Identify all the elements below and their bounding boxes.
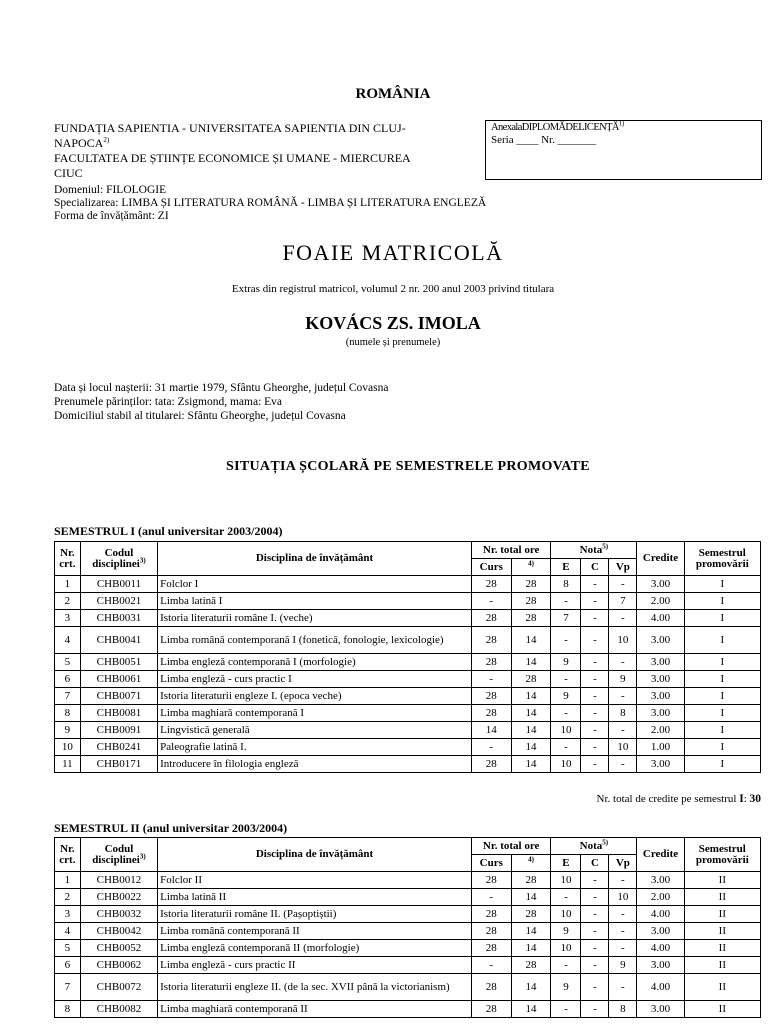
- row-number: 4: [55, 923, 81, 940]
- institution-line: NAPOCA$^{2)}$: [54, 136, 110, 150]
- grade-exam: 10: [551, 872, 581, 889]
- credits: 3.00: [637, 671, 684, 688]
- credits: 2.00: [637, 593, 684, 610]
- parents-line: Prenumele părinților: tata: Zsigmond, mama: Eva: [54, 396, 283, 408]
- grade-verification: 8: [609, 705, 637, 722]
- course-hours: -: [471, 739, 511, 756]
- grade-verification: 7: [609, 593, 637, 610]
- discipline-name: Limba maghiară contemporană I: [158, 705, 472, 722]
- table-row: [55, 739, 761, 756]
- seminar-hours: 14: [511, 705, 551, 722]
- header-semester-promotion: Semestrul promovării: [684, 542, 760, 576]
- discipline-name: Limba engleză - curs practic I: [158, 671, 472, 688]
- grade-verification: -: [609, 610, 637, 627]
- grade-exam: -: [551, 705, 581, 722]
- credits: 4.00: [637, 940, 684, 957]
- discipline-name: Limba maghiară contemporană II: [158, 1001, 472, 1018]
- row-number: 7: [55, 688, 81, 705]
- grade-colloquium: -: [581, 593, 609, 610]
- credits: 4.00: [637, 906, 684, 923]
- promotion-semester: II: [684, 974, 760, 1001]
- discipline-code: CHB0021: [80, 593, 157, 610]
- row-number: 8: [55, 1001, 81, 1018]
- seminar-hours: 28: [511, 576, 551, 593]
- row-number: 11: [55, 756, 81, 773]
- credits: 3.00: [637, 705, 684, 722]
- course-hours: 28: [471, 627, 511, 654]
- header-verification: Vp: [609, 855, 637, 872]
- table-row: [55, 872, 761, 889]
- header-nr-crt: Nr. crt.: [55, 838, 81, 872]
- grade-exam: 9: [551, 688, 581, 705]
- discipline-code: CHB0071: [80, 688, 157, 705]
- credits: 1.00: [637, 739, 684, 756]
- credits: 3.00: [637, 688, 684, 705]
- grade-colloquium: -: [581, 627, 609, 654]
- grade-exam: -: [551, 889, 581, 906]
- domicile-line: Domiciliul stabil al titularei: Sfântu Gheorghe, județul Covasna: [54, 410, 346, 422]
- promotion-semester: I: [684, 627, 760, 654]
- credits: 3.00: [637, 957, 684, 974]
- discipline-code: CHB0082: [80, 1001, 157, 1018]
- grade-exam: 9: [551, 654, 581, 671]
- discipline-name: Limba latină II: [158, 889, 472, 906]
- promotion-semester: I: [684, 688, 760, 705]
- discipline-code: CHB0171: [80, 756, 157, 773]
- discipline-name: Istoria literaturii române I. (veche): [158, 610, 472, 627]
- header-credits: Credite: [637, 542, 684, 576]
- discipline-code: CHB0022: [80, 889, 157, 906]
- course-hours: -: [471, 957, 511, 974]
- table-row: [55, 1001, 761, 1018]
- discipline-code: CHB0061: [80, 671, 157, 688]
- header-grade: Nota$^{5)}$: [551, 838, 637, 855]
- study-info: [54, 184, 486, 223]
- grade-exam: 10: [551, 722, 581, 739]
- grade-exam: 9: [551, 974, 581, 1001]
- promotion-semester: I: [684, 756, 760, 773]
- discipline-name: Istoria literaturii engleze II. (de la sec. XVII până la victorianism): [158, 974, 472, 1001]
- promotion-semester: I: [684, 593, 760, 610]
- grade-exam: -: [551, 593, 581, 610]
- table-row: [55, 593, 761, 610]
- discipline-name: Limba engleză contemporană II (morfologie): [158, 940, 472, 957]
- seminar-hours: 28: [511, 906, 551, 923]
- row-number: 2: [55, 889, 81, 906]
- grade-exam: -: [551, 627, 581, 654]
- header-seminar: 4): [511, 855, 551, 872]
- discipline-name: Folclor I: [158, 576, 472, 593]
- grade-verification: -: [609, 688, 637, 705]
- personal-info: [54, 381, 389, 423]
- grade-verification: 10: [609, 739, 637, 756]
- header-total-hours: Nr. total ore: [471, 838, 551, 855]
- header-nr-crt: Nr. crt.: [55, 542, 81, 576]
- row-number: 4: [55, 627, 81, 654]
- course-hours: 28: [471, 610, 511, 627]
- header-verification: Vp: [609, 559, 637, 576]
- credits: 2.00: [637, 889, 684, 906]
- credits: 3.00: [637, 627, 684, 654]
- semester-title: SEMESTRUL I (anul universitar 2003/2004): [54, 524, 283, 538]
- seminar-hours: 28: [511, 610, 551, 627]
- institution-line: CIUC: [54, 166, 83, 180]
- grade-colloquium: -: [581, 957, 609, 974]
- grade-colloquium: -: [581, 756, 609, 773]
- grade-verification: -: [609, 654, 637, 671]
- grade-colloquium: -: [581, 940, 609, 957]
- table-row: [55, 705, 761, 722]
- row-number: 10: [55, 739, 81, 756]
- course-hours: -: [471, 593, 511, 610]
- table-row: [55, 957, 761, 974]
- promotion-semester: II: [684, 906, 760, 923]
- seminar-hours: 14: [511, 739, 551, 756]
- row-number: 8: [55, 705, 81, 722]
- course-hours: -: [471, 889, 511, 906]
- header-course: Curs: [471, 559, 511, 576]
- row-number: 3: [55, 610, 81, 627]
- grade-colloquium: -: [581, 671, 609, 688]
- grade-colloquium: -: [581, 923, 609, 940]
- student-name: KOVÁCS ZS. IMOLA: [305, 313, 481, 333]
- row-number: 2: [55, 593, 81, 610]
- grade-verification: 10: [609, 889, 637, 906]
- table-row: [55, 974, 761, 1001]
- course-hours: 14: [471, 722, 511, 739]
- credits: 2.00: [637, 722, 684, 739]
- course-hours: 28: [471, 923, 511, 940]
- grade-verification: -: [609, 756, 637, 773]
- seminar-hours: 28: [511, 872, 551, 889]
- promotion-semester: I: [684, 610, 760, 627]
- discipline-code: CHB0041: [80, 627, 157, 654]
- seminar-hours: 28: [511, 671, 551, 688]
- grade-verification: 9: [609, 957, 637, 974]
- table-row: [55, 756, 761, 773]
- header-colloquium: C: [581, 855, 609, 872]
- header-code: Codul disciplinei$^{3)}$: [80, 838, 157, 872]
- credits: 4.00: [637, 610, 684, 627]
- discipline-code: CHB0011: [80, 576, 157, 593]
- header-grade: Nota$^{5)}$: [551, 542, 637, 559]
- table-row: [55, 671, 761, 688]
- grade-verification: -: [609, 974, 637, 1001]
- course-hours: 28: [471, 872, 511, 889]
- discipline-name: Limba engleză - curs practic II: [158, 957, 472, 974]
- table-row: [55, 627, 761, 654]
- promotion-semester: I: [684, 705, 760, 722]
- header-code: Codul disciplinei$^{3)}$: [80, 542, 157, 576]
- promotion-semester: I: [684, 576, 760, 593]
- promotion-semester: II: [684, 872, 760, 889]
- row-number: 5: [55, 940, 81, 957]
- credit-total-semester: I: [739, 793, 744, 805]
- seminar-hours: 14: [511, 940, 551, 957]
- grade-exam: 10: [551, 756, 581, 773]
- header-semester-promotion: Semestrul promovării: [684, 838, 760, 872]
- table-row: [55, 688, 761, 705]
- grade-verification: -: [609, 923, 637, 940]
- student-name-caption: (numele și prenumele): [345, 337, 441, 348]
- grades-table: [54, 541, 761, 773]
- grade-verification: -: [609, 940, 637, 957]
- birth-line: Data și locul nașterii: 31 martie 1979, Sfântu Gheorghe, județul Covasna: [54, 382, 389, 394]
- discipline-name: Limba română contemporană II: [158, 923, 472, 940]
- seminar-hours: 28: [511, 593, 551, 610]
- grade-colloquium: -: [581, 576, 609, 593]
- table-row: [55, 923, 761, 940]
- seminar-hours: 14: [511, 1001, 551, 1018]
- domain-line: Domeniul: FILOLOGIE: [54, 184, 167, 196]
- discipline-code: CHB0052: [80, 940, 157, 957]
- row-number: 1: [55, 576, 81, 593]
- grade-verification: -: [609, 906, 637, 923]
- seminar-hours: 14: [511, 889, 551, 906]
- table-row: [55, 906, 761, 923]
- discipline-name: Limba engleză contemporană I (morfologie): [158, 654, 472, 671]
- discipline-code: CHB0051: [80, 654, 157, 671]
- table-row: [55, 889, 761, 906]
- seminar-hours: 14: [511, 974, 551, 1001]
- header-discipline: Disciplina de învățământ: [158, 542, 472, 576]
- grade-verification: 10: [609, 627, 637, 654]
- seminar-hours: 14: [511, 627, 551, 654]
- discipline-code: CHB0031: [80, 610, 157, 627]
- discipline-code: CHB0241: [80, 739, 157, 756]
- grade-exam: -: [551, 1001, 581, 1018]
- grade-verification: -: [609, 576, 637, 593]
- discipline-code: CHB0032: [80, 906, 157, 923]
- study-form-line: Forma de învățământ: ZI: [54, 210, 169, 222]
- discipline-code: CHB0081: [80, 705, 157, 722]
- seminar-hours: 14: [511, 923, 551, 940]
- seminar-hours: 14: [511, 722, 551, 739]
- seminar-hours: 14: [511, 654, 551, 671]
- header-credits: Credite: [637, 838, 684, 872]
- header-total-hours: Nr. total ore: [471, 542, 551, 559]
- discipline-name: Limba latină I: [158, 593, 472, 610]
- register-extract-line: Extras din registrul matricol, volumul 2 nr. 200 anul 2003 privind titulara: [231, 283, 555, 295]
- header-discipline: Disciplina de învățământ: [158, 838, 472, 872]
- grade-colloquium: -: [581, 906, 609, 923]
- grade-exam: 10: [551, 940, 581, 957]
- table-row: [55, 722, 761, 739]
- course-hours: 28: [471, 576, 511, 593]
- grade-colloquium: -: [581, 739, 609, 756]
- table-row: [55, 576, 761, 593]
- credits: 3.00: [637, 576, 684, 593]
- grade-colloquium: -: [581, 705, 609, 722]
- promotion-semester: I: [684, 671, 760, 688]
- header-course: Curs: [471, 855, 511, 872]
- course-hours: 28: [471, 705, 511, 722]
- promotion-semester: II: [684, 889, 760, 906]
- credits: 3.00: [637, 756, 684, 773]
- credits: 3.00: [637, 923, 684, 940]
- header-seminar: 4): [511, 559, 551, 576]
- discipline-name: Lingvistică generală: [158, 722, 472, 739]
- section-title: SITUAȚIA ȘCOLARĂ PE SEMESTRELE PROMOVATE: [226, 459, 590, 474]
- grade-exam: 8: [551, 576, 581, 593]
- promotion-semester: II: [684, 957, 760, 974]
- credit-total-separator: :: [743, 793, 750, 805]
- row-number: 6: [55, 671, 81, 688]
- grade-verification: 8: [609, 1001, 637, 1018]
- grade-colloquium: -: [581, 889, 609, 906]
- row-number: 6: [55, 957, 81, 974]
- grade-verification: -: [609, 722, 637, 739]
- table-row: [55, 940, 761, 957]
- row-number: 9: [55, 722, 81, 739]
- discipline-name: Istoria literaturii române II. (Pașoptiștii): [158, 906, 472, 923]
- diploma-annex-box: AnexalaDIPLOMĂDELICENȚĂ$^{1)}$ Seria ____ Nr. _______: [485, 120, 762, 180]
- course-hours: 28: [471, 906, 511, 923]
- grade-exam: 10: [551, 906, 581, 923]
- semester-title: SEMESTRUL II (anul universitar 2003/2004): [54, 821, 288, 835]
- grade-colloquium: -: [581, 688, 609, 705]
- seminar-hours: 28: [511, 957, 551, 974]
- credit-total-value: 30: [749, 793, 761, 805]
- discipline-name: Introducere în filologia engleză: [158, 756, 472, 773]
- promotion-semester: II: [684, 940, 760, 957]
- discipline-name: Limba română contemporană I (fonetică, fonologie, lexicologie): [158, 627, 472, 654]
- diploma-series-line: Seria ____ Nr. _______: [491, 134, 597, 146]
- grade-exam: 7: [551, 610, 581, 627]
- seminar-hours: 14: [511, 688, 551, 705]
- credits: 3.00: [637, 872, 684, 889]
- table-row: [55, 610, 761, 627]
- grade-colloquium: -: [581, 610, 609, 627]
- header-exam: E: [551, 855, 581, 872]
- discipline-code: CHB0072: [80, 974, 157, 1001]
- grade-colloquium: -: [581, 974, 609, 1001]
- table-row: [55, 654, 761, 671]
- specialization-line: Specializarea: LIMBA ȘI LITERATURA ROMÂNĂ - LIMBA ȘI LITERATURA ENGLEZĂ: [54, 197, 487, 209]
- course-hours: 28: [471, 974, 511, 1001]
- credit-total-label: Nr. total de credite pe semestrul: [596, 793, 740, 805]
- institution-block: [54, 121, 474, 181]
- seminar-hours: 14: [511, 756, 551, 773]
- course-hours: 28: [471, 688, 511, 705]
- row-number: 5: [55, 654, 81, 671]
- grade-colloquium: -: [581, 654, 609, 671]
- grades-table: [54, 837, 761, 1018]
- course-hours: 28: [471, 1001, 511, 1018]
- discipline-code: CHB0062: [80, 957, 157, 974]
- header-exam: E: [551, 559, 581, 576]
- promotion-semester: I: [684, 654, 760, 671]
- course-hours: 28: [471, 940, 511, 957]
- diploma-annex-label: AnexalaDIPLOMĂDELICENȚĂ: [491, 122, 619, 133]
- course-hours: -: [471, 671, 511, 688]
- promotion-semester: I: [684, 739, 760, 756]
- grade-colloquium: -: [581, 722, 609, 739]
- grade-exam: -: [551, 739, 581, 756]
- semester-credit-total: [54, 793, 761, 805]
- grade-colloquium: -: [581, 1001, 609, 1018]
- grade-verification: -: [609, 872, 637, 889]
- country-heading: ROMÂNIA: [355, 86, 431, 102]
- grade-verification: 9: [609, 671, 637, 688]
- discipline-code: CHB0042: [80, 923, 157, 940]
- grade-exam: -: [551, 957, 581, 974]
- course-hours: 28: [471, 654, 511, 671]
- grade-colloquium: -: [581, 872, 609, 889]
- credits: 4.00: [637, 974, 684, 1001]
- institution-line: FUNDAȚIA SAPIENTIA - UNIVERSITATEA SAPIENTIA DIN CLUJ-: [54, 121, 406, 135]
- row-number: 3: [55, 906, 81, 923]
- promotion-semester: II: [684, 923, 760, 940]
- row-number: 1: [55, 872, 81, 889]
- discipline-name: Istoria literaturii engleze I. (epoca veche): [158, 688, 472, 705]
- credits: 3.00: [637, 654, 684, 671]
- promotion-semester: II: [684, 1001, 760, 1018]
- discipline-code: CHB0012: [80, 872, 157, 889]
- grade-exam: -: [551, 671, 581, 688]
- discipline-name: Paleografie latină I.: [158, 739, 472, 756]
- promotion-semester: I: [684, 722, 760, 739]
- document-title: FOAIE MATRICOLĂ: [282, 240, 504, 265]
- course-hours: 28: [471, 756, 511, 773]
- row-number: 7: [55, 974, 81, 1001]
- header-colloquium: C: [581, 559, 609, 576]
- grade-exam: 9: [551, 923, 581, 940]
- discipline-name: Folclor II: [158, 872, 472, 889]
- credits: 3.00: [637, 1001, 684, 1018]
- discipline-code: CHB0091: [80, 722, 157, 739]
- institution-line: FACULTATEA DE ȘTIINȚE ECONOMICE ȘI UMANE - MIERCUREA: [54, 151, 411, 165]
